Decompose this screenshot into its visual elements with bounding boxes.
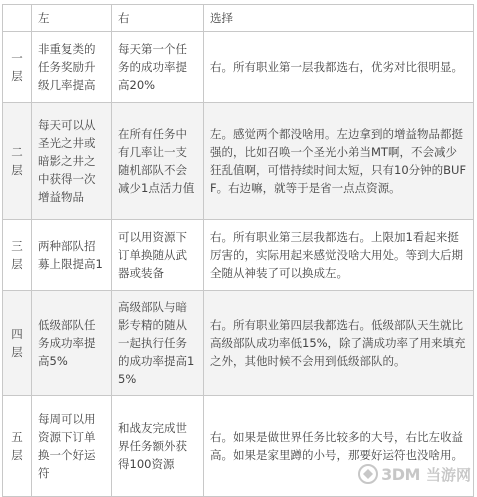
table-row <box>3 220 474 291</box>
choice-cell: 左。感觉两个都没啥用。左边拿到的增益物品都挺强的，比如召唤一个圣光小弟当MT啊，不会减少狂乱值啊，可惜持续时间太短，只有10分钟的BUFF。右边嘛，就等于是省一点点资源。 <box>204 103 474 220</box>
layer-label: 四层 <box>11 327 23 359</box>
header-layer <box>3 5 32 32</box>
left-option-cell: 非重复类的任务奖励升级几率提高 <box>32 32 112 103</box>
choice-cell: 右。所有职业第四层我都选右。低级部队天生就比高级部队成功率低15%，除了满成功率了用来填充之外，其他时候不会用到低级部队的。 <box>204 291 474 396</box>
table-row <box>3 291 474 396</box>
right-option-cell: 高级部队与暗影专精的随从一起执行任务的成功率提高15% <box>112 291 204 396</box>
layer-cell <box>3 103 32 220</box>
left-option-cell: 两种部队招募上限提高1 <box>32 220 112 291</box>
table-row <box>3 396 474 497</box>
watermark-site: 当游网 <box>425 465 471 484</box>
layer-label: 一层 <box>11 51 23 83</box>
layer-cell <box>3 32 32 103</box>
header-left: 左 <box>32 5 112 32</box>
right-option-cell: 每天第一个任务的成功率提高20% <box>112 32 204 103</box>
choice-cell: 右。如果是做世界任务比较多的大号，右比左收益高。如果是家里蹲的小号，那要好运符也没啥用。 <box>204 396 474 497</box>
talent-comparison-table-wrapper <box>2 4 474 497</box>
talent-comparison-table <box>2 4 474 497</box>
layer-cell <box>3 220 32 291</box>
layer-cell <box>3 396 32 497</box>
header-row <box>3 5 474 32</box>
header-choice: 选择 <box>204 5 474 32</box>
left-option-cell: 低级部队任务成功率提高5% <box>32 291 112 396</box>
layer-label: 二层 <box>11 145 23 177</box>
left-option-cell: 每天可以从圣光之井或暗影之井之中获得一次增益物品 <box>32 103 112 220</box>
table-row <box>3 103 474 220</box>
right-option-cell: 可以用资源下订单换随从武器或装备 <box>112 220 204 291</box>
left-option-cell: 每周可以用资源下订单换一个好运符 <box>32 396 112 497</box>
layer-label: 三层 <box>11 239 23 271</box>
choice-cell: 右。所有职业第一层我都选右，优劣对比很明显。 <box>204 32 474 103</box>
table-row <box>3 32 474 103</box>
layer-label: 五层 <box>11 430 23 462</box>
header-right: 右 <box>112 5 204 32</box>
choice-cell: 右。所有职业第三层我都选右。上限加1看起来挺厉害的，实际用起来感觉没啥大用处。等到大后期全随从神装了可以换成左。 <box>204 220 474 291</box>
watermark-brand: 3DM <box>381 464 420 484</box>
layer-cell <box>3 291 32 396</box>
right-option-cell: 和战友完成世界任务额外获得100资源 <box>112 396 204 497</box>
right-option-cell: 在所有任务中有几率让一支随机部队不会减少1点活力值 <box>112 103 204 220</box>
